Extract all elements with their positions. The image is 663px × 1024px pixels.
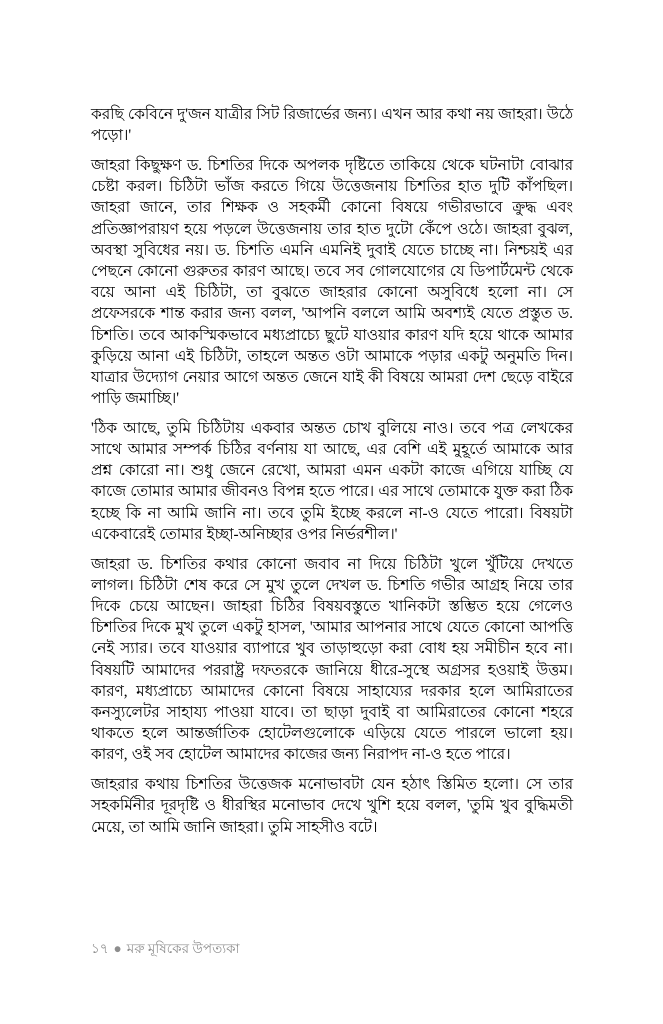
page-footer xyxy=(91,940,240,958)
paragraph-2: জাহরা কিছুক্ষণ ড. চিশতির দিকে অপলক দৃষ্টিতে তাকিয়ে থেকে ঘটনাটা বোঝার চেষ্টা করল। চিঠিটা ভাঁজ করতে গিয়ে উত্তেজনায় চিশতির হাত দুটি কাঁপছিল। জাহরা জানে, তার শিক্ষক ও সহকর্মী কোনো বিষয়ে গভীরভাবে ক্রুদ্ধ এবং প্রতিজ্ঞাপরায়ণ হয়ে পড়লে উত্তেজনায় তার হাত দুটো কেঁপে ওঠে। জাহরা বুঝল, অবস্থা সুবিধের নয়। ড. চিশতি এমনি এমনিই দুবাই যেতে চাচ্ছে না। নিশ্চয়ই এর পেছনে কোনো গুরুতর কারণ আছে। তবে সব গোলযোগের যে ডিপার্টমেন্ট থেকে বয়ে আনা এই চিঠিটা, তা বুঝতে জাহরার কোনো অসুবিধে হলো না। সে প্রফেসরকে শান্ত করার জন্য বলল, 'আপনি বললে আমি অবশ্যই যেতে প্রস্তুত ড. চিশতি। তবে আকস্মিকভাবে মধ্যপ্রাচ্যে ছুটে যাওয়ার কারণ যদি হয়ে থাকে আমার কুড়িয়ে আনা এই চিঠিটা, তাহলে অন্তত ওটা আমাকে পড়ার একটু অনুমতি দিন। যাত্রার উদ্যোগ নেয়ার আগে অন্তত জেনে যাই কী বিষয়ে আমরা দেশ ছেড়ে বাইরে পাড়ি জমাচ্ছি।' xyxy=(91,156,573,408)
paragraph-3: 'ঠিক আছে, তুমি চিঠিটায় একবার অন্তত চোখ বুলিয়ে নাও। তবে পত্র লেখকের সাথে আমার সম্পর্ক চিঠির বর্ণনায় যা আছে, এর বেশি এই মুহূর্তে আমাকে আর প্রশ্ন কোরো না। শুধু জেনে রেখো, আমরা এমন একটা কাজে এগিয়ে যাচ্ছি যে কাজে তোমার আমার জীবনও বিপন্ন হতে পারে। এর সাথে তোমাকে যুক্ত করা ঠিক হচ্ছে কি না আমি জানি না। তবে তুমি ইচ্ছে করলে না-ও যেতে পারো। বিষয়টা একেবারেই তোমার ইচ্ছা-অনিচ্ছার ওপর নির্ভরশীল।' xyxy=(91,419,573,543)
paragraph-4: জাহরা ড. চিশতির কথার কোনো জবাব না দিয়ে চিঠিটা খুলে খুঁটিয়ে দেখতে লাগল। চিঠিটা শেষ করে সে মুখ তুলে দেখল ড. চিশতি গভীর আগ্রহ নিয়ে তার দিকে চেয়ে আছেন। জাহরা চিঠির বিষয়বস্তুতে খানিকটা স্তম্ভিত হয়ে গেলেও চিশতির দিকে মুখ তুলে একটু হাসল, 'আমার আপনার সাথে যেতে কোনো আপত্তি নেই স্যার। তবে যাওয়ার ব্যাপারে খুব তাড়াহুড়ো করা বোধ হয় সমীচীন হবে না। বিষয়টি আমাদের পররাষ্ট্র দফতরকে জানিয়ে ধীরে-সুস্থে অগ্রসর হওয়াই উত্তম। কারণ, মধ্যপ্রাচ্যে আমাদের কোনো বিষয়ে সাহায্যের দরকার হলে আমিরাতের কনস্যুলেটর সাহায্য পাওয়া যাবে। তা ছাড়া দুবাই বা আমিরাতের কোনো শহরে থাকতে হলে আন্তর্জাতিক হোটেলগুলোকে এড়িয়ে যেতে পারলে ভালো হয়। কারণ, ওই সব হোটেল আমাদের কাজের জন্য নিরাপদ না-ও হতে পারে। xyxy=(91,555,573,764)
paragraph-5: জাহরার কথায় চিশতির উত্তেজক মনোভাবটা যেন হঠাৎ স্তিমিত হলো। সে তার সহকর্মিনীর দূরদৃষ্টি ও ধীরস্থির মনোভাব দেখে খুশি হয়ে বলল, 'তুমি খুব বুদ্ধিমতী মেয়ে, তা আমি জানি জাহরা। তুমি সাহসীও বটে। xyxy=(91,776,573,836)
paragraph-1: করছি কেবিনে দু'জন যাত্রীর সিট রিজার্ভের জন্য। এখন আর কথা নয় জাহরা। উঠে পড়ো।' xyxy=(91,106,573,145)
page-text-block xyxy=(91,104,573,838)
book-title: মরু মূষিকের উপত্যকা xyxy=(126,941,240,956)
bullet-separator-icon: ● xyxy=(113,941,122,956)
page-number: ১৭ xyxy=(91,941,109,956)
